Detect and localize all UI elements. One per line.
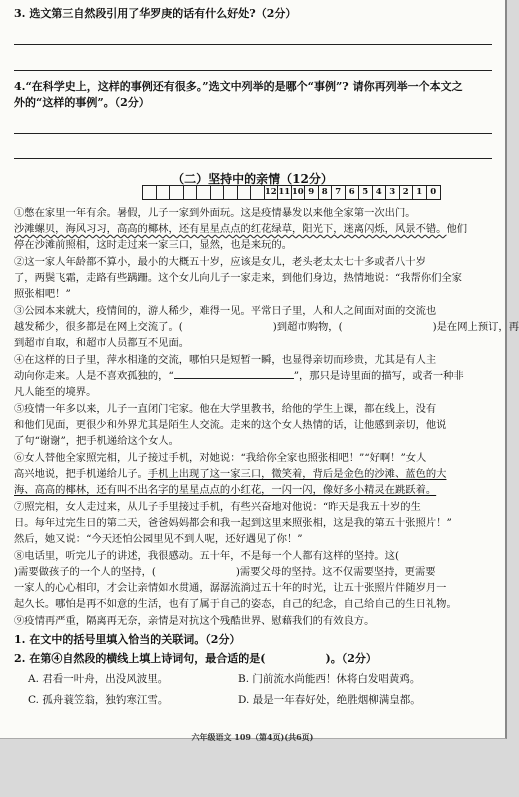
paragraph-3-line-1: ③公园本来就大，疫情间的，游人稀少，难得一见。平常日子里，人和人之间面对面的交流也: [14, 305, 437, 317]
p8-text-b: )需要父母的坚持。这不仅需要坚持，更需要: [235, 566, 436, 578]
paragraph-5-line-3: 了句“谢谢”，把手机递给这个女人。: [14, 435, 179, 447]
score-grid: [142, 185, 441, 200]
answer-line: [14, 158, 492, 159]
paragraph-5-line-2: 和他们见面，更很少和外界尤其是陌生人交流。走来的这个女人热情的话，让他感到亲切，他说: [14, 419, 447, 431]
paragraph-7-line-2: 日。每年过完生日的第二天，爸爸妈妈都会和我一起到这里来照张相，这是我的第五十张照片！”: [14, 517, 452, 529]
score-grid-cell: [211, 186, 225, 199]
score-grid-cell: 11: [278, 187, 291, 197]
paragraph-1-line-2: 沙滩螺贝，海风习习，高高的椰林，还有星星点点的红花绿草，阳光下，迷离闪烁，风景不错。: [14, 223, 447, 235]
option-b[interactable]: B. 门前流水尚能西！休将白发唱黄鸡。: [238, 673, 421, 685]
paragraph-2-line-2: 了，两鬓飞霜，走路有些蹒跚。这个女儿向儿子一家走来，到他们身边，热情地说：“我帮你们全家: [14, 272, 463, 284]
p8-text-a: )需要做孩子的一个人的坚持，(: [14, 566, 156, 578]
score-grid-cell: [224, 186, 238, 199]
answer-line: [14, 70, 492, 71]
paragraph-4-line-1: ④在这样的日子里，萍水相逢的交流，哪怕只是短暂一瞬，也显得亲切而珍贵，尤其是有人主: [14, 354, 437, 366]
score-grid-cell: 0: [430, 187, 437, 197]
paragraph-2-line-1: ②这一家人年龄都不算小，最小的大概五十岁，应该是女儿，老头老太太七十多或者八十岁: [14, 256, 426, 268]
paragraph-6-line-3: [14, 482, 494, 498]
p4-text-b: ”，那只是诗里面的描写，或者一种非: [293, 370, 464, 382]
sub-question-1: 1. 在文中的括号里填入恰当的关联词。（2分）: [14, 633, 241, 646]
sub-question-2-score: )。（2分）: [325, 652, 377, 665]
score-grid-cell: 7: [332, 186, 346, 199]
paragraph-2-line-3: 照张相吧！”: [14, 288, 71, 300]
score-grid-cell: 3: [386, 186, 400, 199]
p3-text-b: )到超市购物，(: [272, 321, 343, 333]
answer-line: [14, 133, 492, 134]
p4-text-a: 动向你走来。人是不喜欢孤独的，“: [14, 370, 174, 382]
score-grid-cell: [238, 186, 252, 199]
score-grid-cell: [157, 186, 171, 199]
question-3: 3. 选文第三自然段引用了华罗庚的话有什么好处?（2分）: [14, 7, 297, 20]
sub-question-2-text: 2. 在第④自然段的横线上填上诗词句，最合适的是(: [14, 652, 266, 665]
paragraph-1-line-3: 停在沙滩前照相，这时走过来一家三口，显然，也是来玩的。: [14, 239, 293, 251]
option-a[interactable]: A. 君看一叶舟，出没风波里。: [28, 673, 169, 685]
score-grid-cell: 1: [413, 186, 427, 199]
paragraph-1-line-1: ①憋在家里一年有余。暑假，儿子一家到外面玩。这是疫情暴发以来他全家第一次出门。: [14, 207, 416, 219]
paragraph-8-line-3: 一家人的心心相印，才会让亲情如水贯通，潺潺流淌过五十年的时光，让五十张照片伴随岁月一: [14, 582, 447, 594]
paragraph-4-line-3: 凡人能至的境界。: [14, 386, 97, 398]
paragraph-1-line-2b: 他们: [446, 223, 468, 235]
paragraph-1-line-2-wrap: [14, 221, 494, 237]
score-grid-cell: 2: [400, 186, 414, 199]
paragraph-7-line-3: 然后，她又说：“今天还怕公园里见不到人呢，还好遇见了你！”: [14, 533, 303, 545]
section-title: （二）坚持中的亲情（12分）: [172, 172, 333, 186]
score-grid-cell: 5: [359, 186, 373, 199]
paragraph-6-line-1: ⑥女人替他全家照完相，儿子接过手机，对她说：“我给你全家也照张相吧！”“好啊！”女人: [14, 452, 427, 464]
sub-question-2: [14, 651, 377, 666]
paragraph-9-line-1: ⑨疫情再严重，隔离再无奈，亲情是对抗这个残酷世界、慰藉我们的有效良方。: [14, 615, 375, 627]
score-grid-cell: 6: [346, 186, 360, 199]
option-c[interactable]: C. 孤舟蓑笠翁，独钓寒江雪。: [28, 694, 169, 706]
paragraph-4-line-2: [14, 368, 494, 384]
score-grid-cell: [143, 186, 157, 199]
score-grid-cell: [251, 186, 265, 199]
paragraph-6-line-2: [14, 466, 494, 482]
p6-text-a: 高兴地说，把手机递给儿子。: [14, 468, 148, 480]
p6-underlined-b: 海、高高的椰林，还有叫不出名字的星星点点的小红花，一闪一闪，像好多小精灵在跳跃着。: [14, 484, 437, 496]
question-4-line1: 4.“在科学史上，这样的事例还有很多。”选文中列举的是哪个“事例”? 请你再列举一个本文之: [14, 80, 463, 93]
paragraph-8-line-2: [14, 564, 494, 580]
score-grid-cell: 9: [305, 186, 319, 199]
score-grid-cell: 10: [291, 187, 304, 197]
paragraph-3-line-3: 到超市自取，和超市人员都互不见面。: [14, 337, 190, 349]
score-grid-cell: 4: [373, 186, 387, 199]
poem-blank-line[interactable]: [174, 369, 294, 379]
score-grid-cell: [184, 186, 198, 199]
paragraph-8-line-1: ⑧电话里，听完儿子的讲述，我很感动。五十年，不是每一个人都有这样的坚持。这(: [14, 550, 399, 562]
answer-line: [14, 44, 492, 45]
paragraph-7-line-1: ⑦照完相，女人走过来，从儿子手里接过手机，有些兴奋地对他说：“昨天是我五十岁的生: [14, 501, 421, 513]
p3-text-c: )是在网上预订，再: [432, 321, 519, 333]
paragraph-1: [14, 205, 494, 221]
page-footer: 六年级语文 109（第4页)(共6页): [191, 732, 314, 742]
score-grid-cell: 12: [264, 187, 277, 197]
p6-underlined-a: 手机上出现了这一家三口，微笑着，背后是金色的沙滩、蓝色的大: [147, 468, 447, 480]
paragraph-8-line-4: 起久长。哪怕是再不如意的生活，也有了属于自己的姿态，自己的纪念，自己给自己的生日礼物。: [14, 598, 457, 610]
score-grid-cell: [170, 186, 184, 199]
p3-text-a: 越发稀少，很多都是在网上交流了。(: [14, 321, 183, 333]
paragraph-5-line-1: ⑤疫情一年多以来，儿子一直闭门宅家。他在大学里教书，给他的学生上课，都在线上，没有: [14, 403, 437, 415]
question-4-line2: 外的“这样的事例”。（2分）: [14, 96, 150, 109]
option-d[interactable]: D. 最是一年春好处，绝胜烟柳满皇都。: [238, 694, 421, 706]
score-grid-cell: 8: [319, 186, 333, 199]
paragraph-3-line-2: [14, 319, 519, 335]
score-grid-cell: [197, 186, 211, 199]
